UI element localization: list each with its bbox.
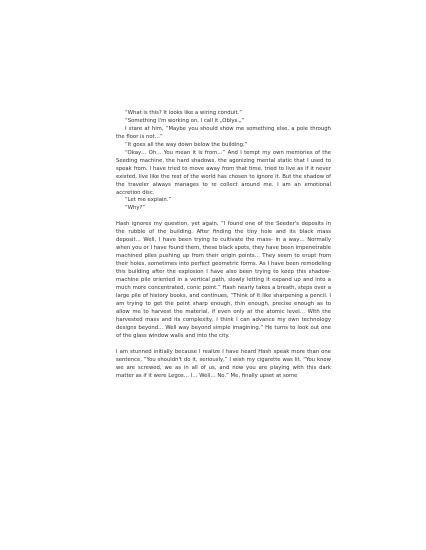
paragraph-spacer — [116, 213, 331, 221]
page-body — [116, 110, 331, 381]
paragraph-spacer — [116, 341, 331, 349]
paragraph: I am stunned initially because I realize I have heard Hash speak more than one sentence, “You shouldn't do it, seriously,” I wish my cigarette was lit. “You know we are screwed, we as in all of us, and now you are playing with this dark matter as if it were Legos… I… Well… No.” Me, finally upset at some — [116, 348, 331, 379]
paragraph: “What is this? It looks like a wiring conduit.” — [125, 110, 242, 116]
paragraph: “Let me explain.” — [125, 197, 172, 204]
paragraph: “Okay… Oh… You mean it is from…” And I tempt my own memories of the Seeding machine, the hard shadows, the agonizing mental static that I used to speak from. I have tried to move away from that time, tried to live as if it never existed, live like the rest of the world has chosen to ignore it. But the shadow of the traveler always manages to re collect around me. I am an emotional accretion disc. — [116, 149, 331, 196]
paragraph: “Something I'm working on, I call it „Oblys.„” — [125, 117, 245, 124]
paragraph: Hash ignores my question, yet again, “I found one of the Seeder's deposits in the rubble of the building. After finding the tiny hole and its black mass deposit… Well, I have been trying to cultivate the mass- in a way… Normally when you or I have found them, these black spots, they have been impenetrable machined piles pushing up from their origin points… They seem to erupt from their holes, sometimes into perfect geometric forms. As I have been remodeling this building after the explosion I have also been trying to keep this shadow-machine pile oriented in a vertical path, slowly letting it expand up and into a much more concentrated, conic point.” Hash nearly takes a breath, steps over a large pile of history books, and continues, “Think of it like sharpening a pencil. I am trying to get the point sharp enough, thin enough, precise enough as to allow me to harvest the material, if even only at the atomic level… With the harvested mass and its complexity, I think I can advance my own technology designs beyond… Well way beyond simple imagining.” He turns to look out one of the glass window walls and into the city. — [116, 221, 331, 339]
paragraph: “Why?” — [125, 205, 146, 212]
paragraph: “It goes all the way down below the building.” — [125, 141, 248, 148]
paragraph: I stare at him, “Maybe you should show me something else, a pole through the floor is not…” — [116, 125, 331, 140]
